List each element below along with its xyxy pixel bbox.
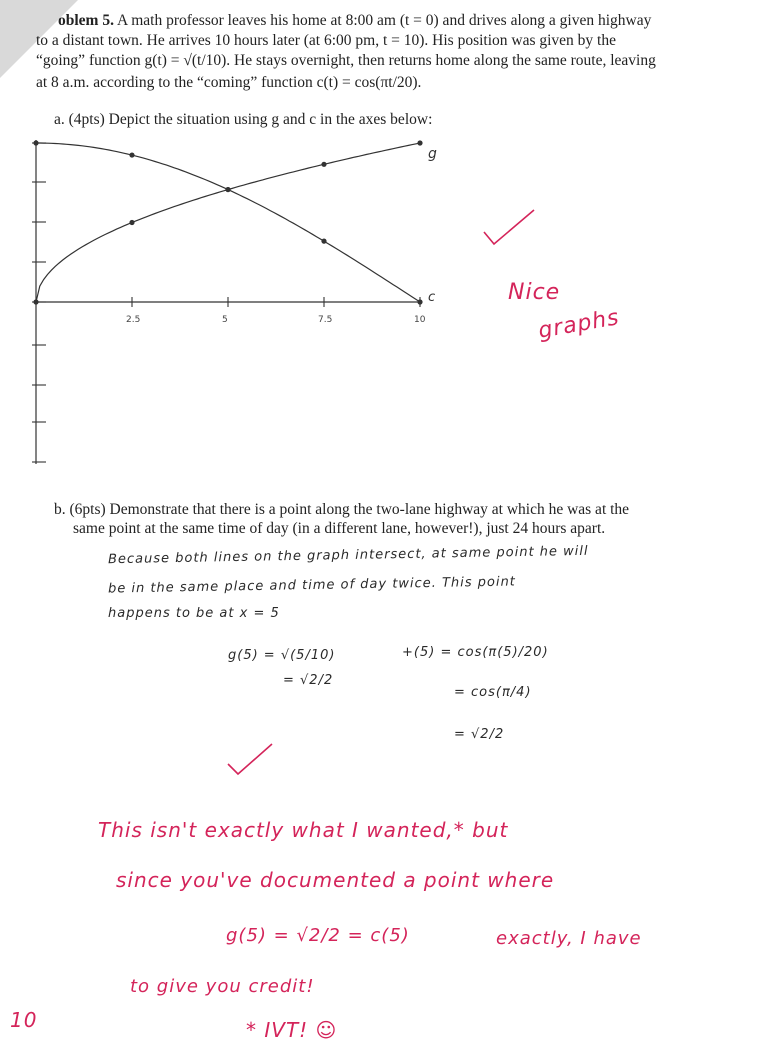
grader-comment-graphs: graphs bbox=[536, 305, 622, 344]
check-mark-2 bbox=[226, 742, 276, 782]
part-b-line-2: same point at the same time of day (in a different lane, however!), just 24 hours apart. bbox=[73, 520, 606, 537]
x-tick-label: 7.5 bbox=[318, 315, 333, 325]
student-answer-line-3: happens to be at x = 5 bbox=[108, 606, 280, 621]
x-tick-labels bbox=[126, 315, 426, 325]
x-tick-label: 10 bbox=[414, 315, 426, 325]
grader-comment-nice: Nice bbox=[508, 280, 561, 305]
grader-comment-line-2: since you've documented a point where bbox=[116, 868, 555, 892]
student-g-equation: g(5) = √(5/10) bbox=[228, 648, 336, 663]
data-points bbox=[33, 140, 422, 304]
problem-line-3: “going” function g(t) = √(t/10). He stays overnight, then returns home along the same route, leaving bbox=[36, 52, 656, 69]
part-a-prompt: a. (4pts) Depict the situation using g and c in the axes below: bbox=[54, 111, 433, 128]
series-line-g bbox=[36, 143, 420, 302]
data-point-c bbox=[129, 152, 134, 157]
data-point-g bbox=[33, 299, 38, 304]
student-answer-line-2: be in the same place and time of day twice. This point bbox=[107, 574, 516, 597]
graph bbox=[0, 0, 765, 480]
data-point-g bbox=[129, 220, 134, 225]
check-mark-1 bbox=[480, 206, 540, 256]
part-b-line-1: b. (6pts) Demonstrate that there is a point along the two-lane highway at which he was at the bbox=[54, 501, 630, 518]
grader-comment-line-4: to give you credit! bbox=[130, 976, 315, 997]
data-point-g bbox=[417, 140, 422, 145]
grader-comment-equation: g(5) = √2/2 = c(5) bbox=[226, 925, 410, 946]
data-point-c bbox=[321, 239, 326, 244]
problem-line-2: to a distant town. He arrives 10 hours later (at 6:00 pm, t = 10). His position was given by the bbox=[36, 32, 616, 49]
student-answer-line-1: Because both lines on the graph intersect, at same point he will bbox=[107, 543, 589, 568]
grader-comment-line-3: exactly, I have bbox=[496, 928, 642, 949]
data-point-g bbox=[321, 162, 326, 167]
data-point-c bbox=[33, 140, 38, 145]
score: 10 bbox=[10, 1008, 38, 1032]
student-g-result: = √2/2 bbox=[283, 673, 334, 688]
series-line-c bbox=[36, 143, 420, 302]
problem-line-1: A math professor leaves his home at 8:00 am (t = 0) and drives along a given highway bbox=[117, 12, 652, 29]
data-point-c bbox=[417, 299, 422, 304]
curve-label-c: c bbox=[428, 290, 436, 305]
problem-line-4: at 8 a.m. according to the “coming” function c(t) = cos(πt/20). bbox=[36, 74, 422, 91]
grader-comment-ivt: * IVT! ☺ bbox=[246, 1018, 338, 1042]
data-point-c bbox=[225, 187, 230, 192]
curve-label-g: g bbox=[428, 146, 437, 162]
student-c-step: = cos(π/4) bbox=[454, 685, 532, 700]
student-c-equation: +(5) = cos(π(5)/20) bbox=[402, 645, 549, 660]
x-tick-label: 2.5 bbox=[126, 315, 141, 325]
problem-title: oblem 5. bbox=[58, 12, 114, 29]
x-tick-label: 5 bbox=[222, 315, 228, 325]
grader-comment-line-1: This isn't exactly what I wanted,* but bbox=[98, 818, 509, 842]
student-c-result: = √2/2 bbox=[454, 727, 505, 742]
